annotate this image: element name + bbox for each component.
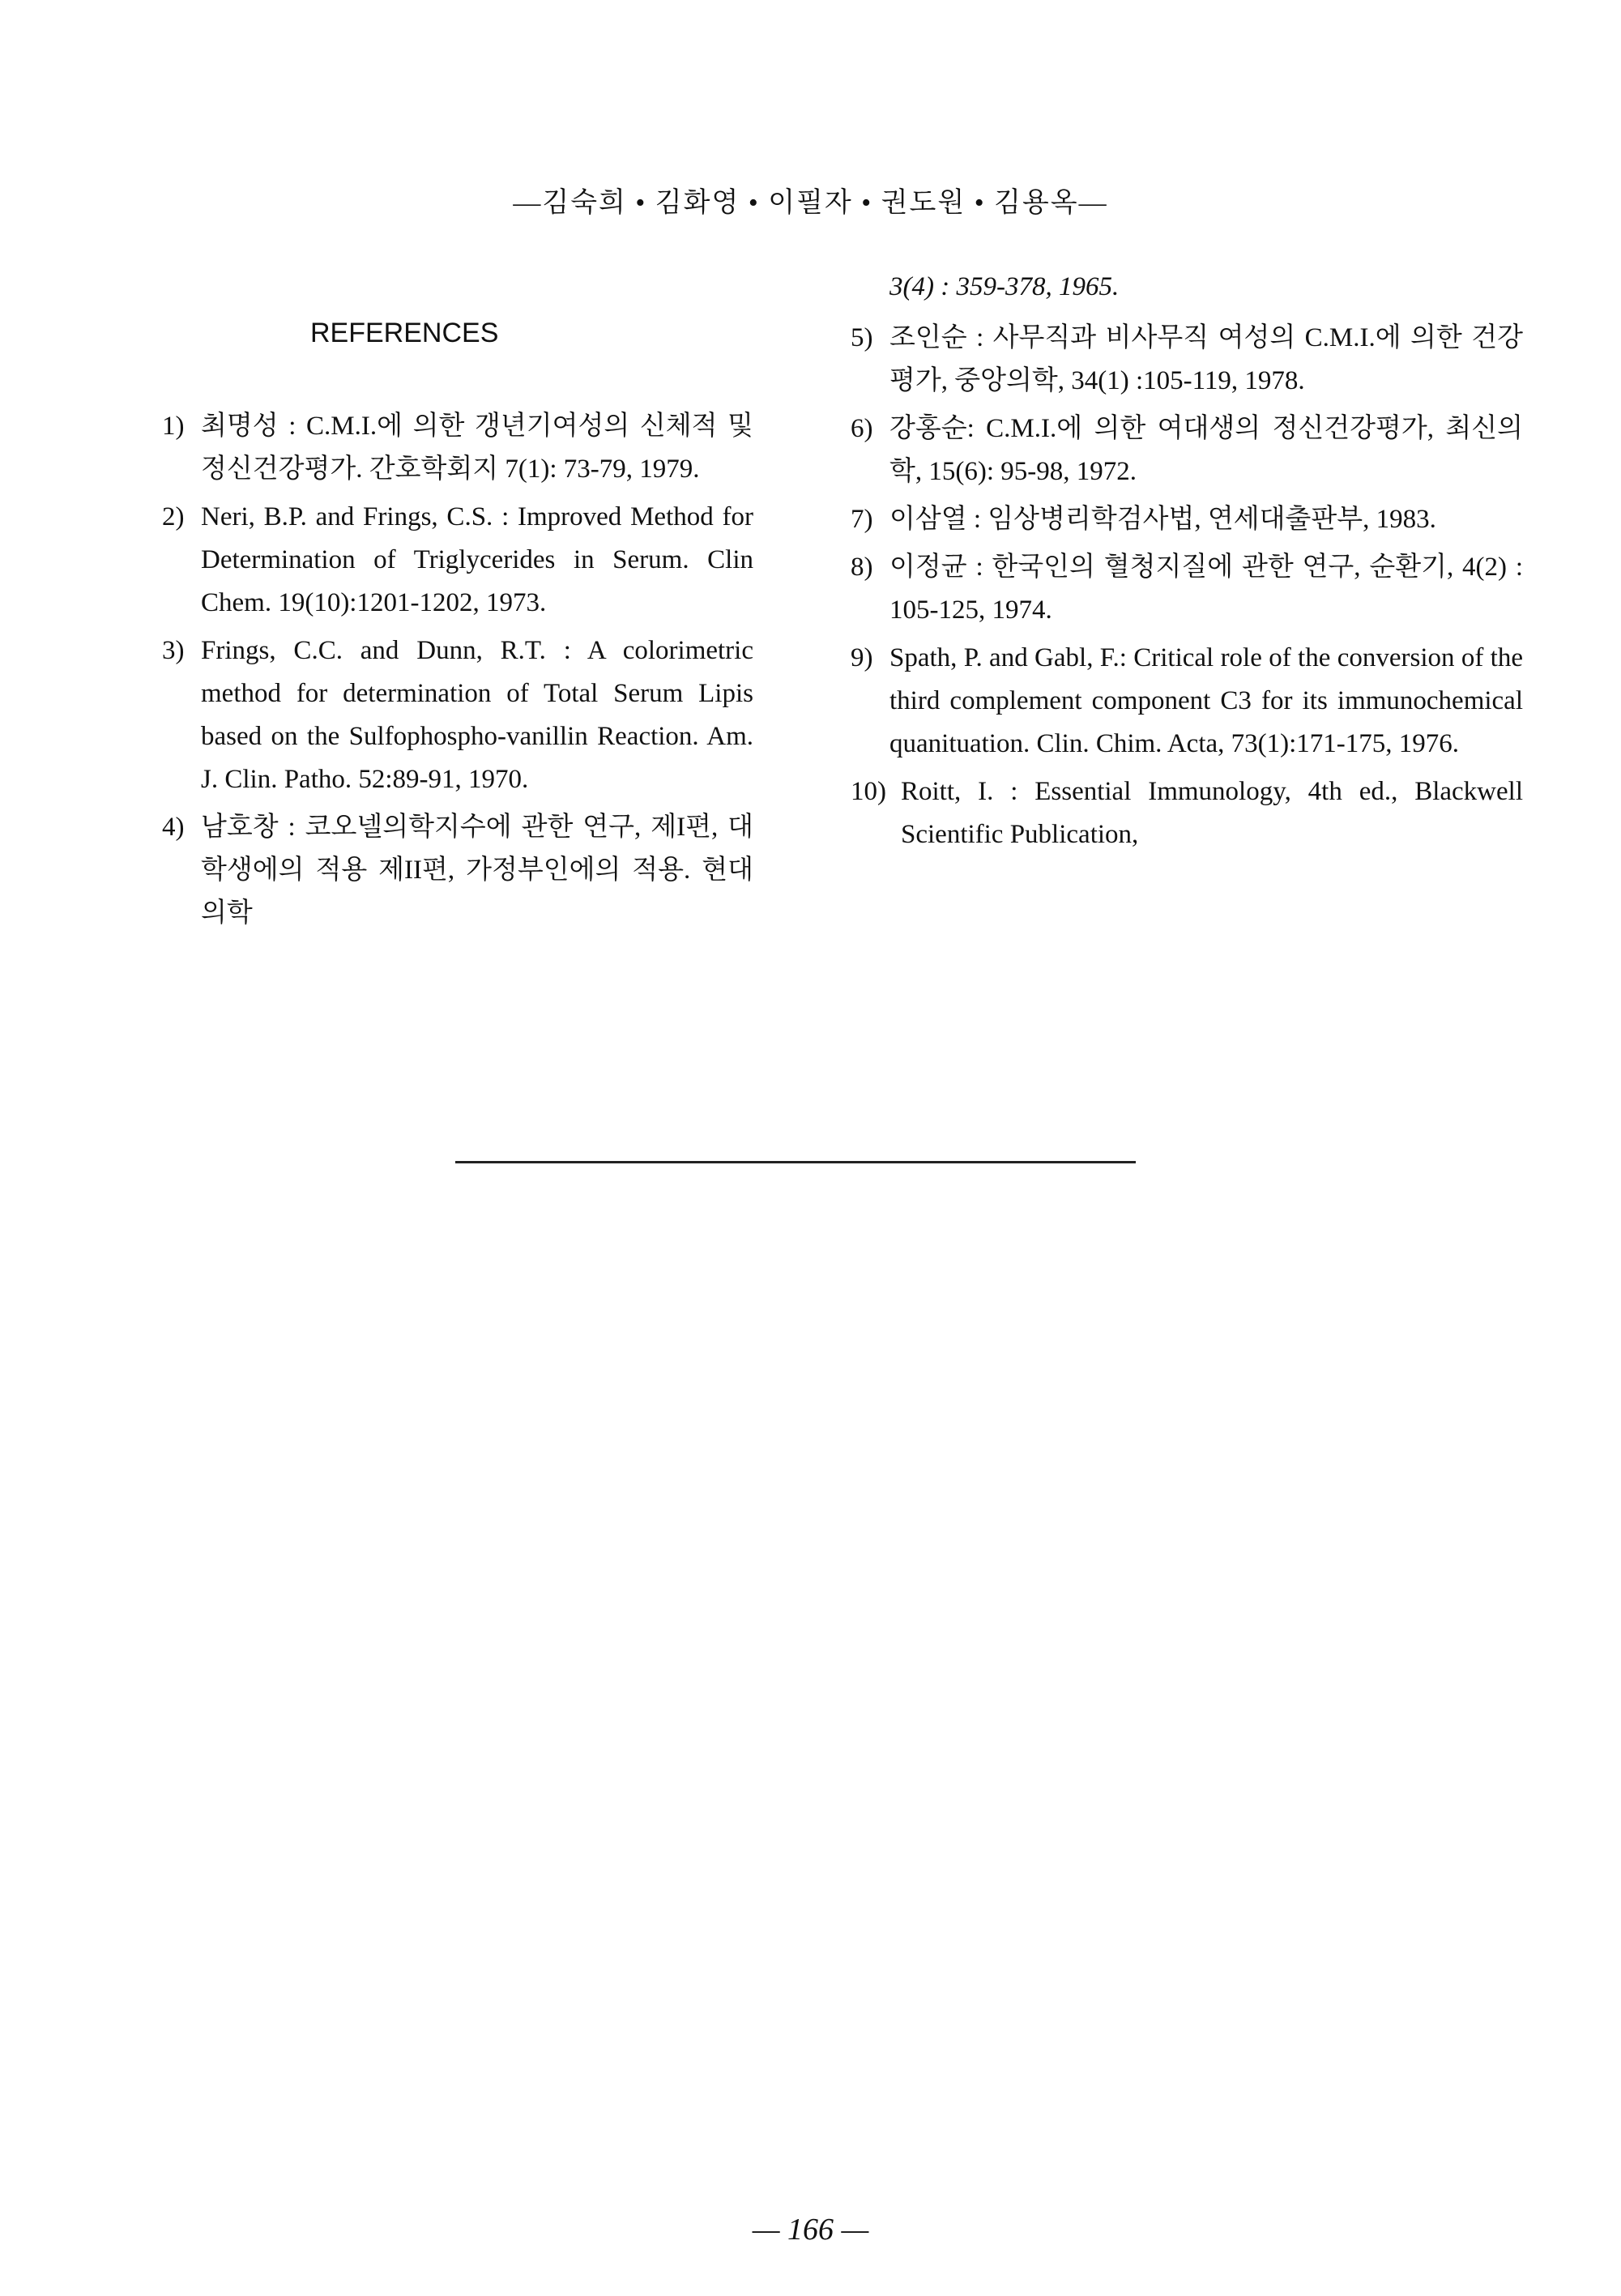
section-divider	[455, 1161, 1136, 1163]
reference-number: 10)	[851, 777, 886, 806]
reference-number: 8)	[851, 553, 873, 582]
reference-number: 5)	[851, 323, 873, 352]
reference-continuation: 3(4) : 359-378, 1965.	[889, 272, 1120, 301]
reference-item	[162, 629, 753, 801]
references-left-column	[162, 405, 753, 940]
reference-number: 6)	[851, 414, 873, 443]
reference-number: 2)	[162, 502, 185, 531]
reference-number: 1)	[162, 412, 185, 441]
reference-item	[162, 496, 753, 625]
reference-item	[851, 770, 1523, 856]
reference-text: Roitt, I. : Essential Immunology, 4th ed., Blackwell Scientific Publication,	[901, 777, 1523, 849]
reference-item	[851, 317, 1523, 403]
reference-item	[851, 408, 1523, 493]
reference-item	[162, 405, 753, 491]
references-right-column	[851, 266, 1523, 861]
references-heading: REFERENCES	[310, 318, 499, 348]
running-header-authors: —김숙희 • 김화영 • 이필자 • 권도원 • 김용옥—	[513, 188, 1108, 218]
reference-text: 남호창 : 코오넬의학지수에 관한 연구, 제I편, 대학생에의 적용 제II편, 가정부인에의 적용. 현대의학	[201, 813, 753, 928]
reference-number: 3)	[162, 636, 185, 665]
reference-number: 9)	[851, 643, 873, 672]
page-number: — 166 —	[752, 2213, 869, 2247]
reference-item	[162, 806, 753, 935]
reference-text: Spath, P. and Gabl, F.: Critical role of the conversion of the third complement component C3 for its immunochemical quanituation. Clin. Chim. Acta, 73(1):171-175, 1976.	[889, 643, 1523, 758]
reference-text: 이정균 : 한국인의 혈청지질에 관한 연구, 순환기, 4(2) : 105-125, 1974.	[889, 553, 1523, 625]
reference-text: 조인순 : 사무직과 비사무직 여성의 C.M.I.에 의한 건강평가, 중앙의학, 34(1) :105-119, 1978.	[889, 323, 1523, 395]
reference-text: Frings, C.C. and Dunn, R.T. : A colorimetric method for determination of Total Serum Lipis based on the Sulfophospho-vanillin Reaction. Am. J. Clin. Patho. 52:89-91, 1970.	[201, 636, 753, 794]
reference-text: 최명성 : C.M.I.에 의한 갱년기여성의 신체적 및 정신건강평가. 간호학회지 7(1): 73-79, 1979.	[201, 412, 753, 484]
reference-text: 이삼열 : 임상병리학검사법, 연세대출판부, 1983.	[889, 505, 1436, 534]
reference-number: 7)	[851, 505, 873, 534]
reference-text: 강홍순: C.M.I.에 의한 여대생의 정신건강평가, 최신의학, 15(6): 95-98, 1972.	[889, 414, 1523, 486]
reference-number: 4)	[162, 813, 185, 842]
reference-text: Neri, B.P. and Frings, C.S. : Improved Method for Determination of Triglycerides in Serum. Clin Chem. 19(10):1201-1202, 1973.	[201, 502, 753, 617]
reference-item	[851, 637, 1523, 766]
reference-item	[851, 546, 1523, 632]
reference-item	[851, 498, 1523, 541]
